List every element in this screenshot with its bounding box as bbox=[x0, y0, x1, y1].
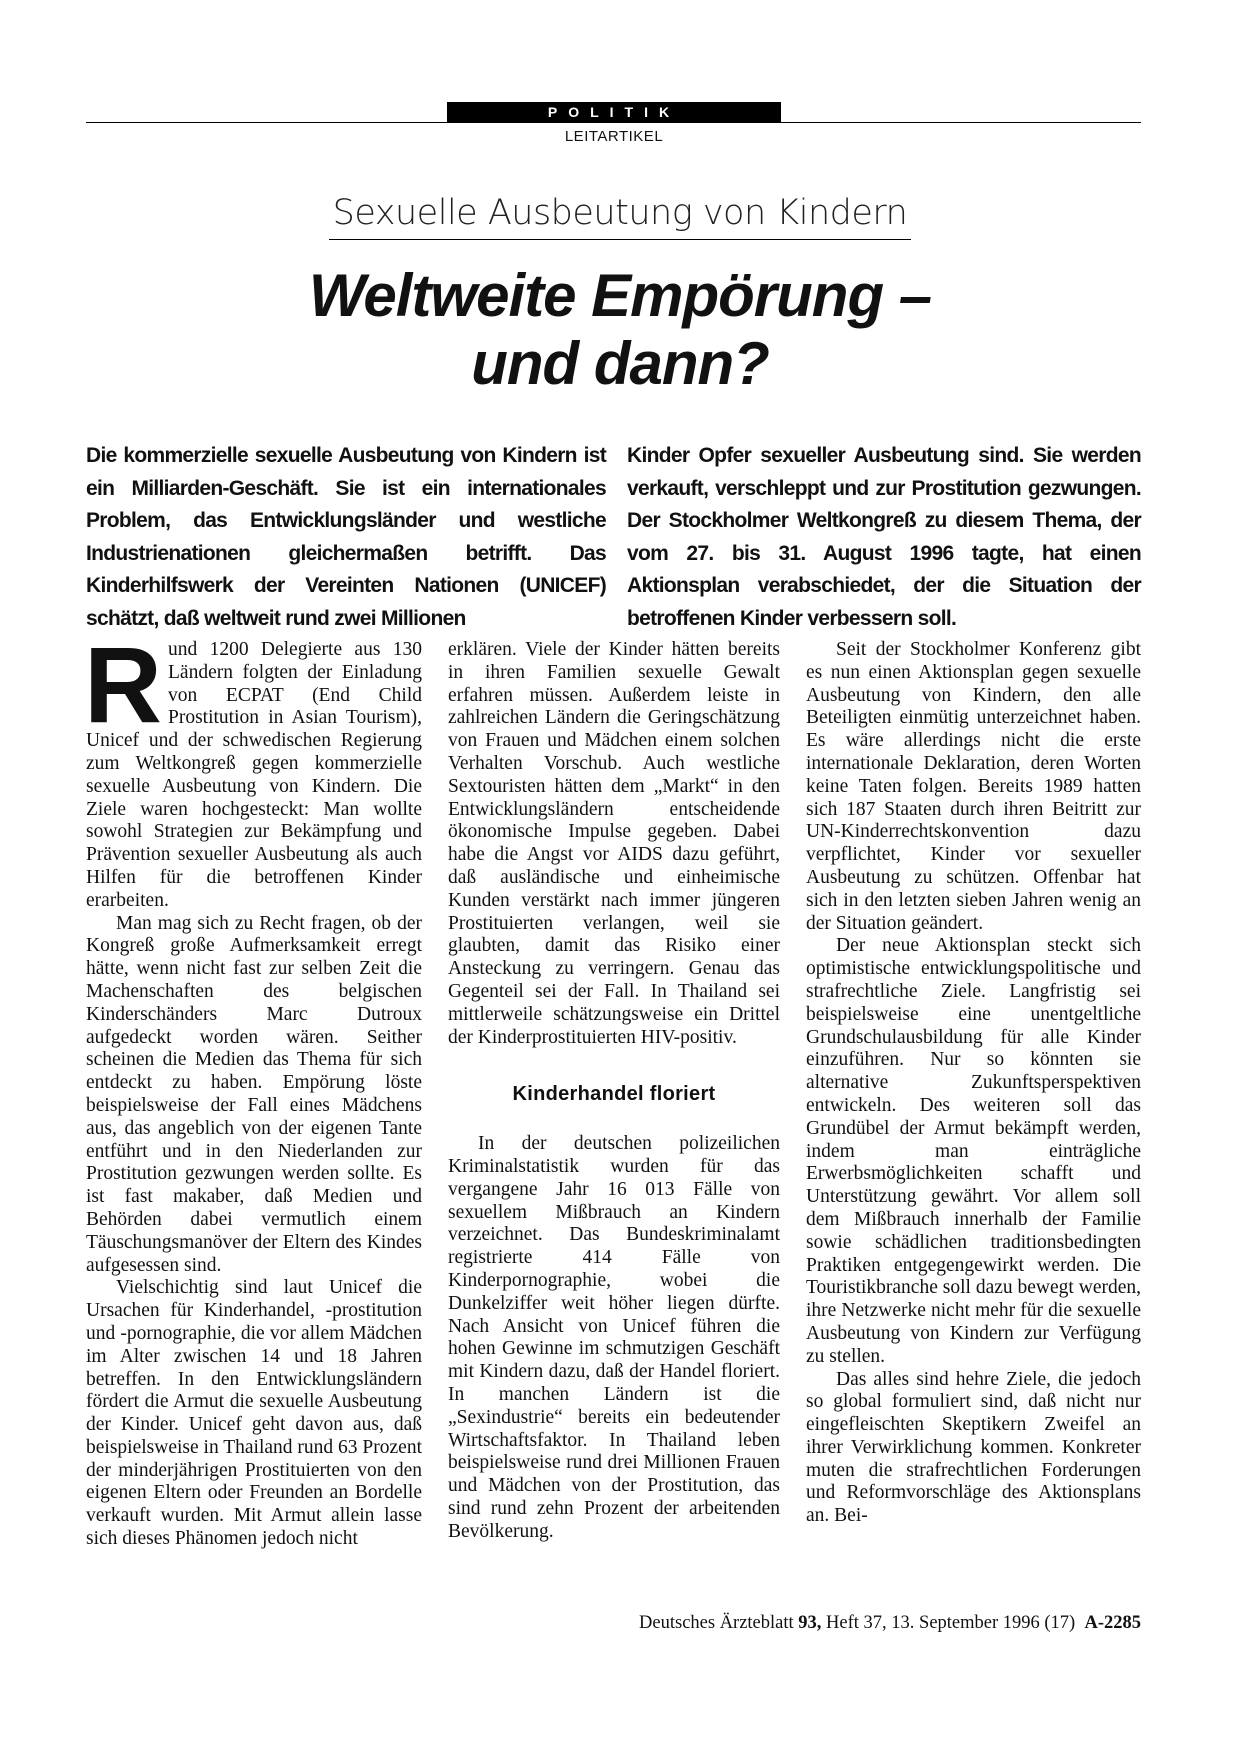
headline-line-2: und dann? bbox=[471, 330, 769, 397]
article-kicker bbox=[0, 191, 1240, 240]
article-headline bbox=[0, 262, 1240, 398]
page-number: A-2285 bbox=[1084, 1613, 1141, 1633]
page-footer bbox=[639, 1613, 1141, 1634]
drop-cap: R bbox=[84, 624, 162, 745]
body-column-3 bbox=[806, 639, 1141, 1528]
section-label: POLITIK bbox=[447, 102, 781, 122]
lead-paragraph-left: Die kommerzielle sexuelle Ausbeutung von Kindern ist ein Milliarden-Geschäft. Sie ist ein internationales Problem, das Entwicklungsländer und westliche Industrienationen gleichermaßen betrifft. Das Kinderhilfswerk der Vereinten Nationen (UNICEF) schätzt, daß weltweit rund zwei Millionen bbox=[86, 444, 606, 630]
body-paragraph: Das alles sind hehre Ziele, die jedoch so global formuliert sind, daß nicht nur eingefleischten Skeptikern Zweifel an ihrer Verwirklichung kommen. Konkreter muten die strafrechtlichen Forderungen und Reformvorschläge des Aktionsplans an. Bei- bbox=[806, 1368, 1141, 1527]
volume-number: 93, bbox=[798, 1613, 822, 1633]
issue-date: Heft 37, 13. September 1996 (17) bbox=[826, 1613, 1076, 1633]
body-column-1 bbox=[84, 624, 422, 1551]
kicker-text: Sexuelle Ausbeutung von Kindern bbox=[329, 191, 912, 240]
headline-line-1: Weltweite Empörung – bbox=[308, 262, 932, 329]
header-rule bbox=[86, 122, 1141, 123]
body-paragraph: erklären. Viele der Kinder hätten bereits in ihren Familien sexuelle Gewalt erfahren müssen. Außerdem leiste in zahlreichen Ländern die Geringschätzung von Frauen und Mädchen einem solchen Verhalten Vorschub. Auch westliche Sextouristen hätten dem „Markt“ in den Entwicklungsländern entscheidende ökonomische Impulse gegeben. Dabei habe die Angst vor AIDS dazu geführt, daß ausländische und einheimische Kunden verstärkt nach immer jüngeren Prostituierten verlangen, weil sie glaubten, damit das Risiko einer Ansteckung zu verringern. Genau das Gegenteil sei der Fall. In Thailand sei mittlerweile schätzungsweise ein Drittel der Kinderprostituierten HIV-positiv. bbox=[448, 639, 780, 1048]
lead-paragraph-right: Kinder Opfer sexueller Ausbeutung sind. Sie werden verkauft, verschleppt und zur Prostitution gezwungen. Der Stockholmer Weltkongreß zu diesem Thema, der vom 27. bis 31. August 1996 tagte, hat einen Aktionsplan verabschiedet, der die Situation der betroffenen Kinder verbessern soll. bbox=[627, 444, 1141, 630]
paragraph-text: und 1200 Delegierte aus 130 Ländern folgten der Einladung von ECPAT (End Child Prostitution in Asian Tourism), Unicef und der schwedischen Regierung zum Weltkongreß gegen kommerzielle sexuelle Ausbeutung von Kindern. Die Ziele waren hochgesteckt: Man wollte sowohl Strategien zur Bekämpfung und Prävention sexueller Ausbeutung als auch Hilfen für die betroffenen Kinder erarbeiten. bbox=[86, 639, 422, 911]
body-paragraph: Man mag sich zu Recht fragen, ob der Kongreß große Aufmerksamkeit erregt hätte, wenn nicht fast zur selben Zeit die Machenschaften des belgischen Kinderschänders Marc Dutroux aufgedeckt worden wären. Seither scheinen die Medien das Thema für sich entdeckt zu haben. Empörung löste beispielsweise der Fall eines Mädchens aus, das angeblich von der eigenen Tante entführt und in den Niederlanden zur Prostitution gezwungen werden sollte. Es ist fast makaber, daß Medien und Behörden dabei vermutlich einem Täuschungsmanöver der Eltern des Kindes aufgesessen sind. bbox=[86, 912, 422, 1276]
section-subheading: Kinderhandel floriert bbox=[512, 1083, 716, 1106]
body-paragraph bbox=[84, 624, 422, 913]
body-paragraph: Vielschichtig sind laut Unicef die Ursachen für Kinderhandel, -prostitution und -pornographie, die vor allem Mädchen im Alter zwischen 14 und 18 Jahren betreffen. In den Entwicklungsländern fördert die Armut die sexuelle Ausbeutung der Kinder. Unicef geht davon aus, daß beispielsweise in Thailand rund 63 Prozent der minderjährigen Prostituierten von den eigenen Eltern oder Freunden an Bordelle verkauft wurden. Mit Armut allein lasse sich dieses Phänomen jedoch nicht bbox=[86, 1277, 422, 1550]
journal-name: Deutsches Ärzteblatt bbox=[639, 1613, 794, 1633]
subsection-label: LEITARTIKEL bbox=[564, 128, 664, 145]
body-paragraph: In der deutschen polizeilichen Kriminalstatistik wurden für das vergangene Jahr 16 013 Fälle von sexuellem Mißbrauch an Kindern verzeichnet. Das Bundeskriminalamt registrierte 414 Fälle von Kinderpornographie, wobei die Dunkelziffer weit höher liegen dürfte. Nach Ansicht von Unicef führen die hohen Gewinne im schmutzigen Geschäft mit Kindern dazu, daß der Handel floriert. In manchen Ländern ist die „Sexindustrie“ bereits ein bedeutender Wirtschaftsfaktor. In Thailand leben beispielsweise rund drei Millionen Frauen und Mädchen von der Prostitution, das sind rund zehn Prozent der arbeitenden Bevölkerung. bbox=[448, 1133, 780, 1542]
body-column-2 bbox=[448, 639, 780, 1543]
body-paragraph: Der neue Aktionsplan steckt sich optimistische entwicklungspolitische und strafrechtliche Ziele. Langfristig sei beispielsweise eine unentgeltliche Grundschulausbildung für alle Kinder einzuführen. Nur so könnten sie alternative Zukunftsperspektiven entwickeln. Des weiteren soll das Grundübel der Armut bekämpft werden, indem man einträgliche Erwerbsmöglichkeiten schafft und Unterstützung gewährt. Vor allem soll dem Mißbrauch innerhalb der Familie sowie schädlichen traditionsbedingten Praktiken entgegengewirkt werden. Die Touristikbranche soll dazu bewegt werden, ihre Netzwerke nicht mehr für die sexuelle Ausbeutung von Kindern zur Verfügung zu stellen. bbox=[806, 935, 1141, 1367]
body-paragraph: Seit der Stockholmer Konferenz gibt es nun einen Aktionsplan gegen sexuelle Ausbeutung von Kindern, den alle Beteiligten einmütig unterzeichnet haben. Es wäre allerdings nicht die erste internationale Deklaration, deren Worten keine Taten folgen. Bereits 1989 hatten sich 187 Staaten durch ihren Beitritt zur UN-Kinderrechtskonvention dazu verpflichtet, Kinder vor sexueller Ausbeutung zu schützen. Offenbar hat sich in den letzten sieben Jahren wenig an der Situation geändert. bbox=[806, 639, 1141, 934]
